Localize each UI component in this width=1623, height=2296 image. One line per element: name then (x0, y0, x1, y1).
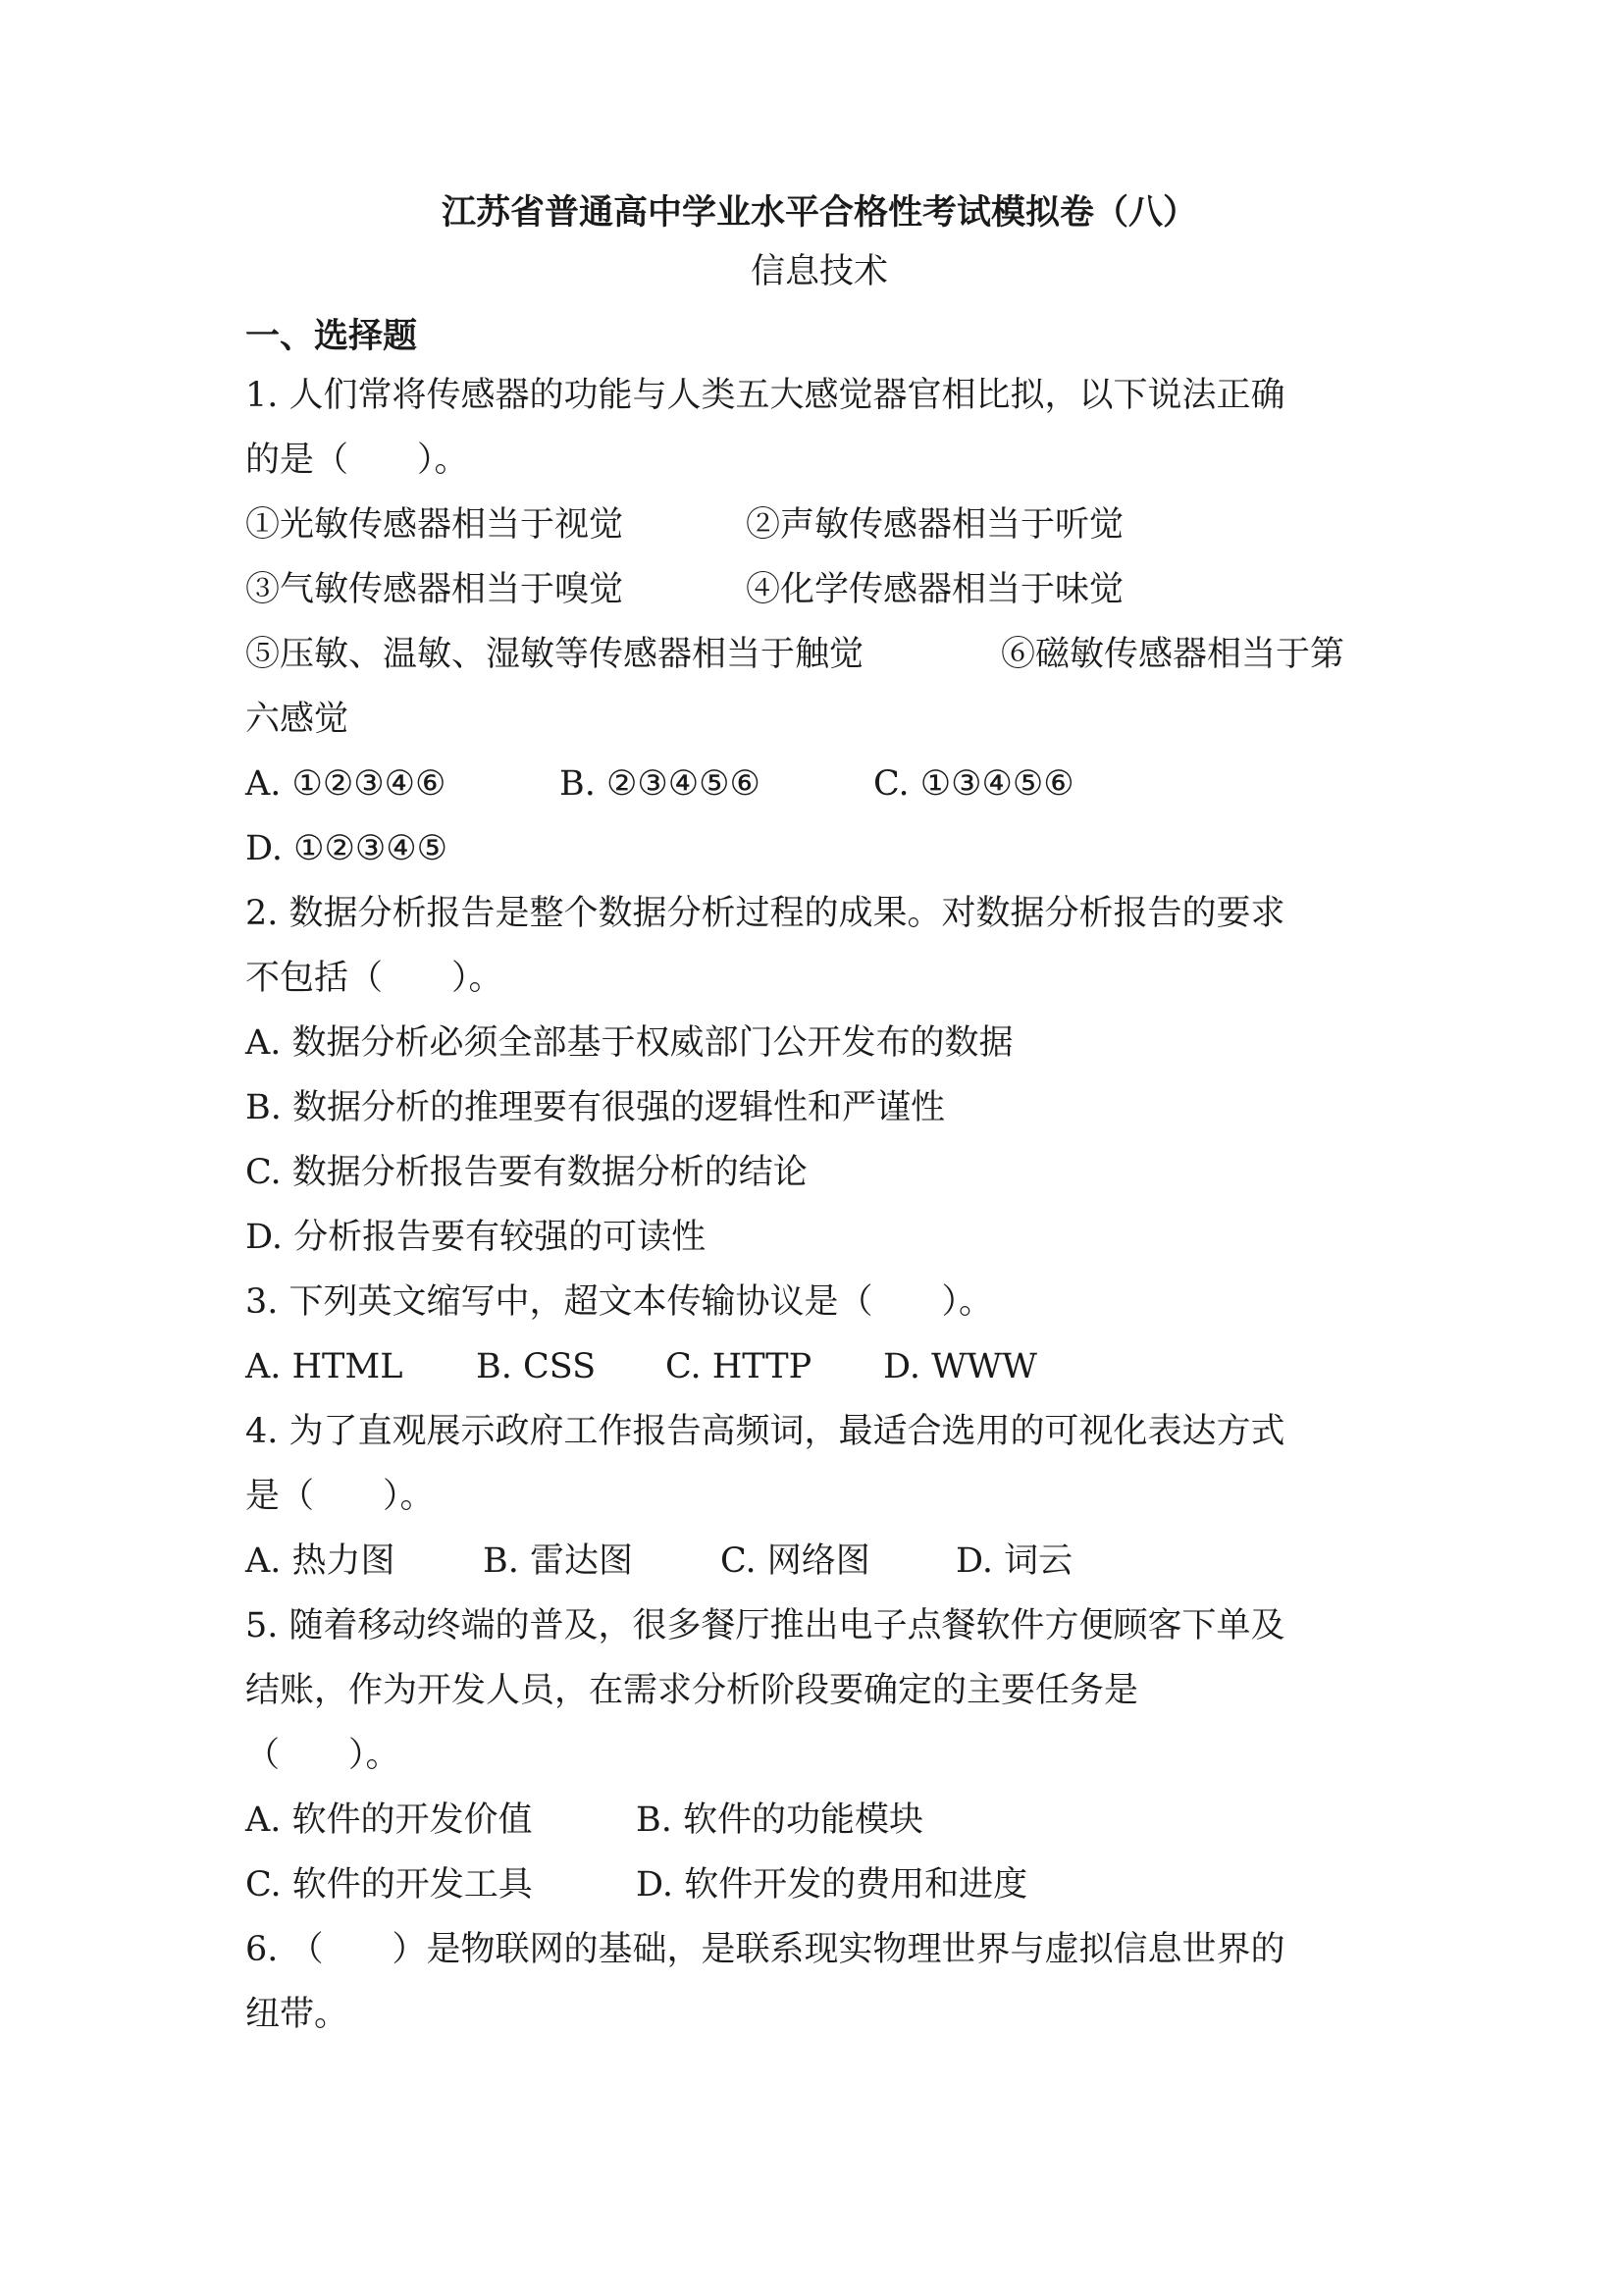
option-c: C. 软件的开发工具 (245, 1865, 533, 1905)
question-2 (245, 881, 1393, 1270)
option-b: B. 数据分析的推理要有很强的逻辑性和严谨性 (245, 1088, 945, 1127)
question-stem-line: 不包括（ ）。 (245, 959, 503, 998)
section-heading: 一、选择题 (245, 317, 418, 356)
question-4 (245, 1399, 1393, 1593)
question-stem-line: 5. 随着移动终端的普及，很多餐厅推出电子点餐软件方便顾客下单及 (245, 1606, 1285, 1645)
option-a: A. ①②③④⑥ (245, 764, 446, 804)
question-stem-line: 是（ ）。 (245, 1477, 435, 1516)
option-d: D. 软件开发的费用和进度 (636, 1865, 1028, 1905)
question-stem-line: 6. （ ）是物联网的基础，是联系现实物理世界与虚拟信息世界的 (245, 1930, 1285, 1969)
options-row (245, 1334, 1393, 1399)
question-5 (245, 1593, 1393, 1917)
option-a: A. 软件的开发价值 (245, 1800, 533, 1840)
question-stem-line: 结账，作为开发人员，在需求分析阶段要确定的主要任务是 (245, 1671, 1139, 1710)
statement-row (245, 622, 1393, 687)
statement-item: ⑥磁敏传感器相当于第 (1001, 635, 1345, 674)
statement-item: ①光敏传感器相当于视觉 (245, 505, 624, 545)
option-b: B. ②③④⑤⑥ (559, 764, 760, 804)
option-a: A. 热力图 (245, 1541, 395, 1581)
options-row (245, 1529, 1393, 1593)
statement-item: ②声敏传感器相当于听觉 (746, 505, 1125, 545)
statement-item: ③气敏传感器相当于嗅觉 (245, 570, 624, 609)
options-row (245, 1852, 1393, 1917)
option-d: D. WWW (883, 1347, 1037, 1386)
exam-title: 江苏省普通高中学业水平合格性考试模拟卷（八） (441, 193, 1197, 233)
statement-item: ⑤压敏、温敏、湿敏等传感器相当于触觉 (245, 635, 864, 674)
option-a: A. HTML (245, 1347, 403, 1386)
exam-subject: 信息技术 (750, 252, 888, 291)
option-b: B. 软件的功能模块 (636, 1800, 923, 1840)
statement-item: ④化学传感器相当于味觉 (746, 570, 1125, 609)
question-6 (245, 1917, 1393, 2047)
question-stem-line: 2. 数据分析报告是整个数据分析过程的成果。对数据分析报告的要求 (245, 894, 1285, 933)
question-stem-line: （ ）。 (245, 1736, 400, 1775)
question-stem-line: 1. 人们常将传感器的功能与人类五大感觉器官相比拟，以下说法正确 (245, 376, 1285, 415)
question-stem-line: 的是（ ）。 (245, 441, 469, 480)
question-1 (245, 363, 1393, 881)
option-b: B. CSS (476, 1347, 597, 1386)
option-d: D. 分析报告要有较强的可读性 (245, 1218, 707, 1257)
statement-continuation: 六感觉 (245, 700, 349, 739)
question-stem-line: 纽带。 (245, 1995, 349, 2034)
exam-page (245, 186, 1393, 2047)
options-row (245, 1788, 1393, 1852)
question-stem-line: 3. 下列英文缩写中，超文本传输协议是（ ）。 (245, 1282, 994, 1322)
statement-row (245, 557, 1393, 622)
option-c: C. 数据分析报告要有数据分析的结论 (245, 1153, 808, 1192)
options-row (245, 752, 1393, 816)
option-a: A. 数据分析必须全部基于权威部门公开发布的数据 (245, 1023, 1014, 1063)
option-b: B. 雷达图 (483, 1541, 633, 1581)
option-c: C. ①③④⑤⑥ (873, 764, 1074, 804)
statement-row (245, 493, 1393, 557)
option-c: C. 网络图 (720, 1541, 870, 1581)
option-d: D. ①②③④⑤ (245, 829, 447, 868)
question-3 (245, 1270, 1393, 1399)
option-d: D. 词云 (956, 1541, 1073, 1581)
option-c: C. HTTP (665, 1347, 812, 1386)
question-stem-line: 4. 为了直观展示政府工作报告高频词，最适合选用的可视化表达方式 (245, 1412, 1285, 1451)
